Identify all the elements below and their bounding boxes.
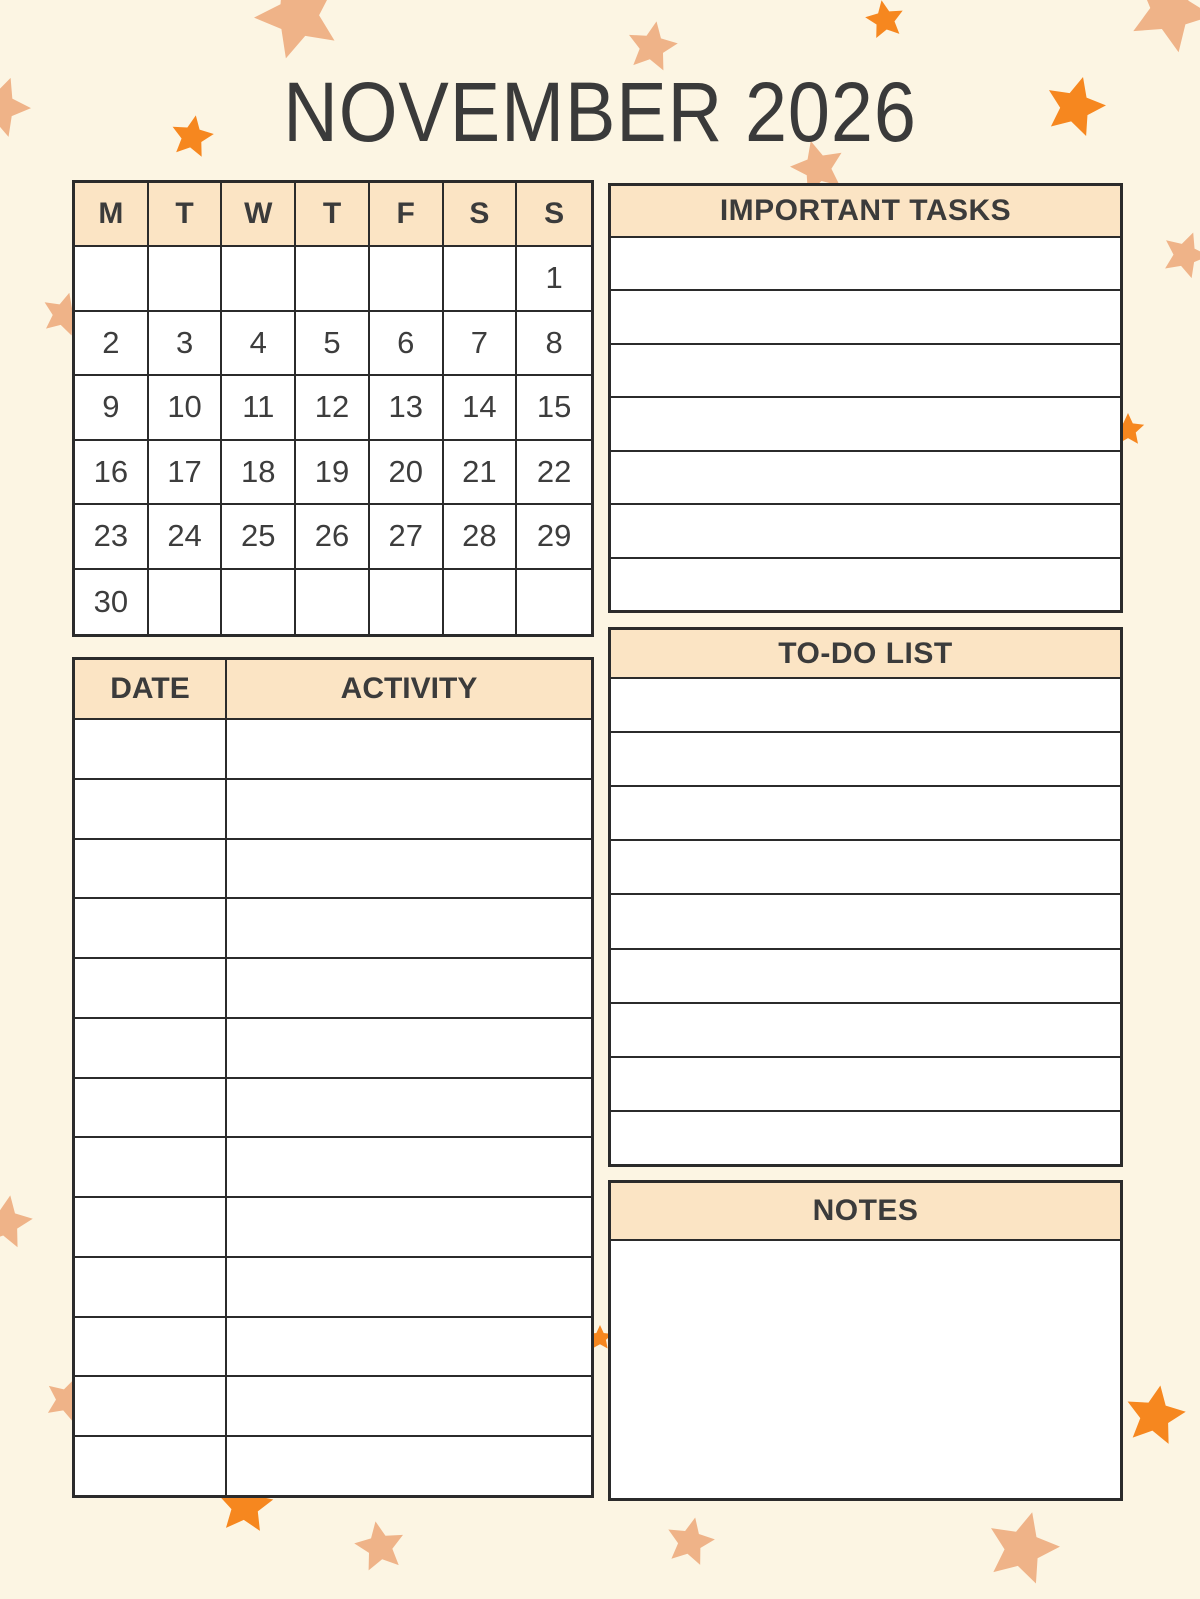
calendar-empty-cell <box>296 570 370 635</box>
activity-date-cell[interactable] <box>75 1198 227 1256</box>
calendar-day-cell: 12 <box>296 376 370 441</box>
star-icon <box>660 1512 719 1571</box>
todo-row[interactable] <box>611 895 1120 949</box>
activity-text-cell[interactable] <box>227 1079 591 1137</box>
calendar-day-cell: 26 <box>296 505 370 570</box>
activity-log-row <box>75 1318 591 1378</box>
important-tasks-title: IMPORTANT TASKS <box>611 186 1120 238</box>
calendar-day-cell: 20 <box>370 441 444 506</box>
activity-text-cell[interactable] <box>227 1138 591 1196</box>
calendar-day-cell: 9 <box>75 376 149 441</box>
calendar-day-cell: 7 <box>444 312 518 377</box>
calendar-day-cell: 15 <box>517 376 591 441</box>
activity-date-cell[interactable] <box>75 959 227 1017</box>
calendar-empty-cell <box>370 247 444 312</box>
calendar-day-cell: 28 <box>444 505 518 570</box>
calendar-grid <box>72 180 594 637</box>
activity-date-cell[interactable] <box>75 720 227 778</box>
activity-date-cell[interactable] <box>75 1019 227 1077</box>
star-icon <box>0 67 40 146</box>
important-task-row[interactable] <box>611 291 1120 344</box>
calendar-day-cell: 11 <box>222 376 296 441</box>
todo-row[interactable] <box>611 787 1120 841</box>
activity-text-cell[interactable] <box>227 1198 591 1256</box>
calendar-day-cell: 23 <box>75 505 149 570</box>
date-column-header: DATE <box>75 660 227 718</box>
todo-row[interactable] <box>611 1112 1120 1164</box>
calendar-day-cell: 1 <box>517 247 591 312</box>
weekday-header: F <box>370 183 444 247</box>
important-tasks-rows <box>611 238 1120 610</box>
calendar-day-cell: 3 <box>149 312 223 377</box>
calendar-day-cell: 21 <box>444 441 518 506</box>
activity-log-row <box>75 720 591 780</box>
activity-log-row <box>75 780 591 840</box>
calendar-empty-cell <box>370 570 444 635</box>
activity-text-cell[interactable] <box>227 780 591 838</box>
activity-text-cell[interactable] <box>227 1437 591 1495</box>
calendar-empty-cell <box>296 247 370 312</box>
calendar-day-cell: 19 <box>296 441 370 506</box>
calendar-day-cell: 5 <box>296 312 370 377</box>
todo-list-section <box>608 627 1123 1167</box>
calendar-empty-cell <box>444 247 518 312</box>
calendar-empty-cell <box>75 247 149 312</box>
todo-row[interactable] <box>611 733 1120 787</box>
activity-log-table <box>72 657 594 1498</box>
todo-list-title: TO-DO LIST <box>611 630 1120 679</box>
calendar-empty-cell <box>444 570 518 635</box>
todo-row[interactable] <box>611 841 1120 895</box>
star-icon <box>350 1517 410 1577</box>
activity-column-header: ACTIVITY <box>340 672 478 705</box>
calendar-day-cell: 2 <box>75 312 149 377</box>
activity-date-cell[interactable] <box>75 1138 227 1196</box>
calendar-day-cell: 6 <box>370 312 444 377</box>
activity-date-cell[interactable] <box>75 1318 227 1376</box>
activity-log-row <box>75 840 591 900</box>
activity-log-row <box>75 1258 591 1318</box>
activity-log-rows <box>75 720 591 1495</box>
todo-row[interactable] <box>611 1058 1120 1112</box>
calendar-day-cell: 29 <box>517 505 591 570</box>
calendar-day-cell: 25 <box>222 505 296 570</box>
activity-date-cell[interactable] <box>75 780 227 838</box>
activity-text-cell[interactable] <box>227 899 591 957</box>
weekday-header: S <box>517 183 591 247</box>
calendar-empty-cell <box>149 247 223 312</box>
calendar-day-cell: 4 <box>222 312 296 377</box>
star-icon <box>862 0 908 43</box>
calendar-day-cell: 16 <box>75 441 149 506</box>
important-task-row[interactable] <box>611 398 1120 451</box>
notes-section <box>608 1180 1123 1501</box>
important-task-row[interactable] <box>611 345 1120 398</box>
calendar-day-cell: 14 <box>444 376 518 441</box>
calendar-day-cell: 24 <box>149 505 223 570</box>
activity-date-cell[interactable] <box>75 899 227 957</box>
important-task-row[interactable] <box>611 452 1120 505</box>
activity-log-row <box>75 899 591 959</box>
activity-text-cell[interactable] <box>227 840 591 898</box>
activity-text-cell[interactable] <box>227 1019 591 1077</box>
activity-text-cell[interactable] <box>227 1258 591 1316</box>
star-icon <box>976 1502 1068 1594</box>
weekday-header: S <box>444 183 518 247</box>
weekday-header: W <box>222 183 296 247</box>
calendar-day-cell: 10 <box>149 376 223 441</box>
weekday-header: M <box>75 183 149 247</box>
activity-text-cell[interactable] <box>227 1377 591 1435</box>
star-icon <box>1154 224 1200 286</box>
page-title: NOVEMBER 2026 <box>283 65 917 159</box>
activity-log-row <box>75 1079 591 1139</box>
activity-date-cell[interactable] <box>75 840 227 898</box>
calendar-day-cell: 17 <box>149 441 223 506</box>
weekday-header: T <box>296 183 370 247</box>
activity-log-row <box>75 1377 591 1437</box>
activity-text-cell[interactable] <box>227 720 591 778</box>
star-icon <box>0 1190 37 1254</box>
activity-log-row <box>75 1019 591 1079</box>
notes-area[interactable] <box>611 1241 1120 1498</box>
weekday-header: T <box>149 183 223 247</box>
important-tasks-section <box>608 183 1123 613</box>
todo-row[interactable] <box>611 950 1120 1004</box>
star-icon <box>1114 0 1200 66</box>
calendar-empty-cell <box>149 570 223 635</box>
todo-row[interactable] <box>611 679 1120 733</box>
activity-date-cell[interactable] <box>75 1377 227 1435</box>
calendar-day-cell: 18 <box>222 441 296 506</box>
activity-date-cell[interactable] <box>75 1079 227 1137</box>
todo-list-rows <box>611 679 1120 1164</box>
important-task-row[interactable] <box>611 238 1120 291</box>
calendar-day-cell: 8 <box>517 312 591 377</box>
calendar-day-cell: 13 <box>370 376 444 441</box>
activity-log-header-row <box>75 660 591 720</box>
activity-date-cell[interactable] <box>75 1437 227 1495</box>
activity-log-row <box>75 959 591 1019</box>
important-task-row[interactable] <box>611 559 1120 610</box>
calendar-day-cell: 27 <box>370 505 444 570</box>
star-icon <box>242 0 355 72</box>
notes-title: NOTES <box>611 1183 1120 1241</box>
calendar-empty-cell <box>222 570 296 635</box>
star-icon <box>1119 1380 1191 1452</box>
activity-log-row <box>75 1198 591 1258</box>
calendar-empty-cell <box>222 247 296 312</box>
activity-text-cell[interactable] <box>227 959 591 1017</box>
calendar-day-cell: 30 <box>75 570 149 635</box>
calendar-empty-cell <box>517 570 591 635</box>
calendar-day-cell: 22 <box>517 441 591 506</box>
important-task-row[interactable] <box>611 505 1120 558</box>
activity-date-cell[interactable] <box>75 1258 227 1316</box>
activity-text-cell[interactable] <box>227 1318 591 1376</box>
activity-log-row <box>75 1437 591 1495</box>
activity-log-row <box>75 1138 591 1198</box>
todo-row[interactable] <box>611 1004 1120 1058</box>
